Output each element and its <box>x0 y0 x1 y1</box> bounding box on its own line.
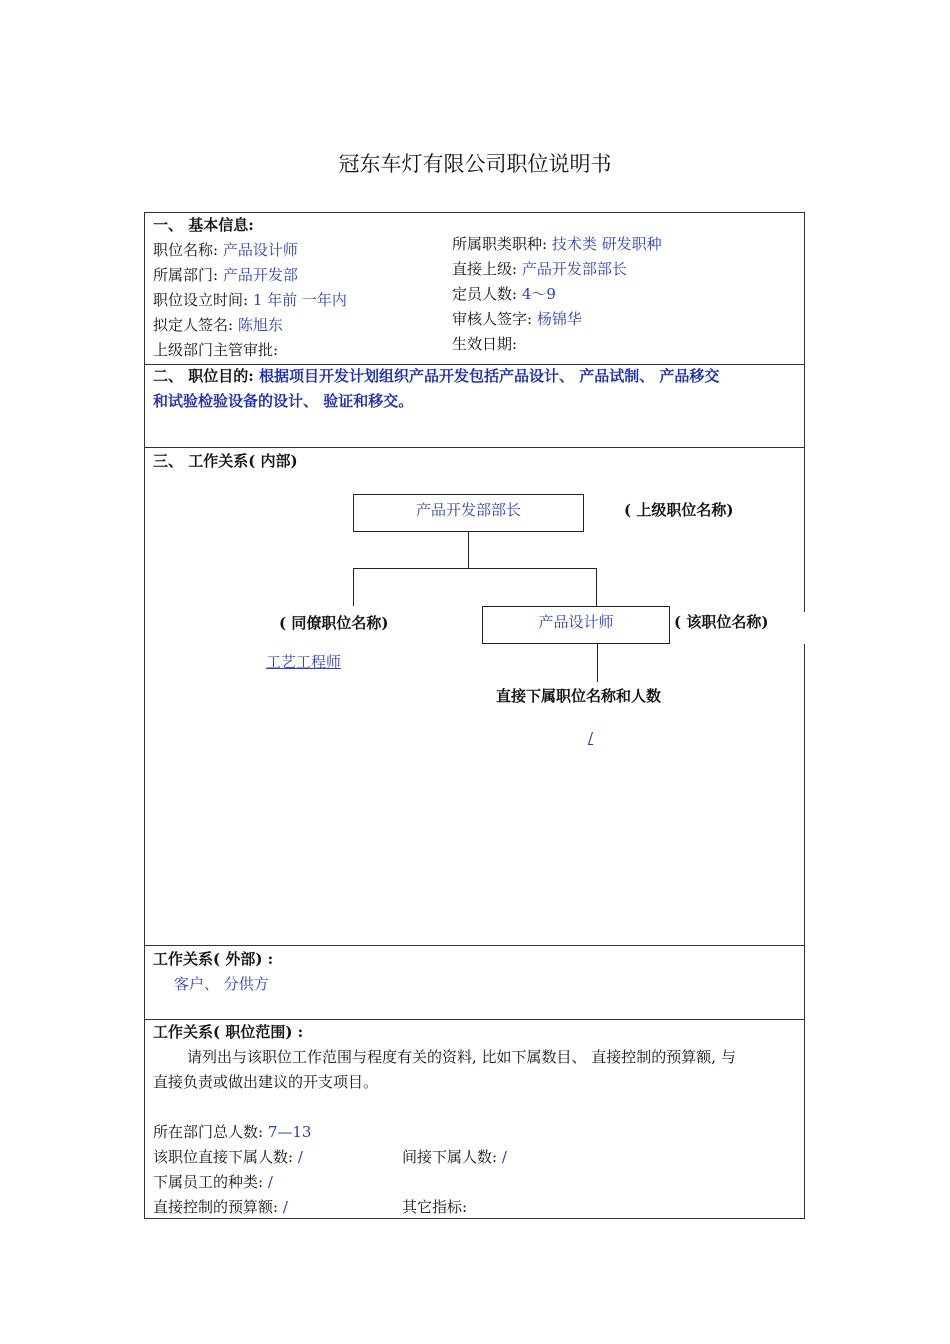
superior-position-box: 产品开发部部长 <box>353 494 584 532</box>
org-connector <box>597 644 598 682</box>
org-connector <box>353 568 597 569</box>
divider <box>144 1019 805 1020</box>
external-relations-heading: 工作关系( 外部) : <box>153 950 274 968</box>
superior-label: ( 上级职位名称) <box>624 501 734 519</box>
effective-date-field: 生效日期: <box>452 335 518 353</box>
subordinate-value: / <box>588 729 594 747</box>
org-connector <box>468 532 469 568</box>
department-field: 所属部门: 产品开发部 <box>153 266 298 284</box>
document-title: 冠东车灯有限公司职位说明书 <box>338 152 612 176</box>
scope-description-line-1: 请列出与该职位工作范围与程度有关的资料, 比如下属数目、 直接控制的预算额, 与 <box>187 1048 736 1066</box>
job-category-field: 所属职类职种: 技术类 研发职种 <box>452 235 662 253</box>
supervisor-approval-field: 上级部门主管审批: <box>153 341 279 359</box>
org-connector <box>596 568 597 606</box>
subordinate-label: 直接下属职位名称和人数 <box>496 687 662 705</box>
divider <box>144 447 805 448</box>
purpose-line-2: 和试验检验设备的设计、 验证和移交。 <box>153 392 414 410</box>
divider <box>144 945 805 946</box>
scope-heading: 工作关系( 职位范围) : <box>153 1023 304 1041</box>
purpose-line-1: 二、 职位目的: 根据项目开发计划组织产品开发包括产品设计、 产品试制、 产品移交 <box>153 367 720 385</box>
indirect-subordinates-field: 间接下属人数: / <box>402 1148 507 1166</box>
reviewer-signature-field: 审核人签字: 杨锦华 <box>452 310 582 328</box>
peer-label: ( 同僚职位名称) <box>279 614 389 632</box>
drafter-signature-field: 拟定人签名: 陈旭东 <box>153 316 283 334</box>
scope-description-line-2: 直接负责或做出建议的开支项目。 <box>153 1073 379 1091</box>
budget-field: 直接控制的预算额: / <box>153 1198 288 1216</box>
org-connector <box>353 568 354 606</box>
basic-info-heading: 一、 基本信息: <box>153 216 254 234</box>
direct-superior-field: 直接上级: 产品开发部部长 <box>452 260 627 278</box>
self-position-box: 产品设计师 <box>482 606 670 644</box>
subordinate-types-field: 下属员工的种类: / <box>153 1173 273 1191</box>
peer-position-link[interactable]: 工艺工程师 <box>266 653 342 671</box>
external-relations-value: 客户、 分供方 <box>174 975 269 993</box>
divider <box>144 364 805 365</box>
headcount-field: 定员人数: 4～9 <box>452 285 556 303</box>
other-indicators-field: 其它指标: <box>402 1198 468 1216</box>
direct-subordinates-field: 该职位直接下属人数: / <box>153 1148 303 1166</box>
dept-total-field: 所在部门总人数: 7—13 <box>153 1123 312 1141</box>
internal-relations-heading: 三、 工作关系( 内部) <box>153 452 298 470</box>
self-label: ( 该职位名称) <box>672 612 809 644</box>
position-name-field: 职位名称: 产品设计师 <box>153 241 298 259</box>
established-time-field: 职位设立时间: 1 年前 一年内 <box>153 291 347 309</box>
